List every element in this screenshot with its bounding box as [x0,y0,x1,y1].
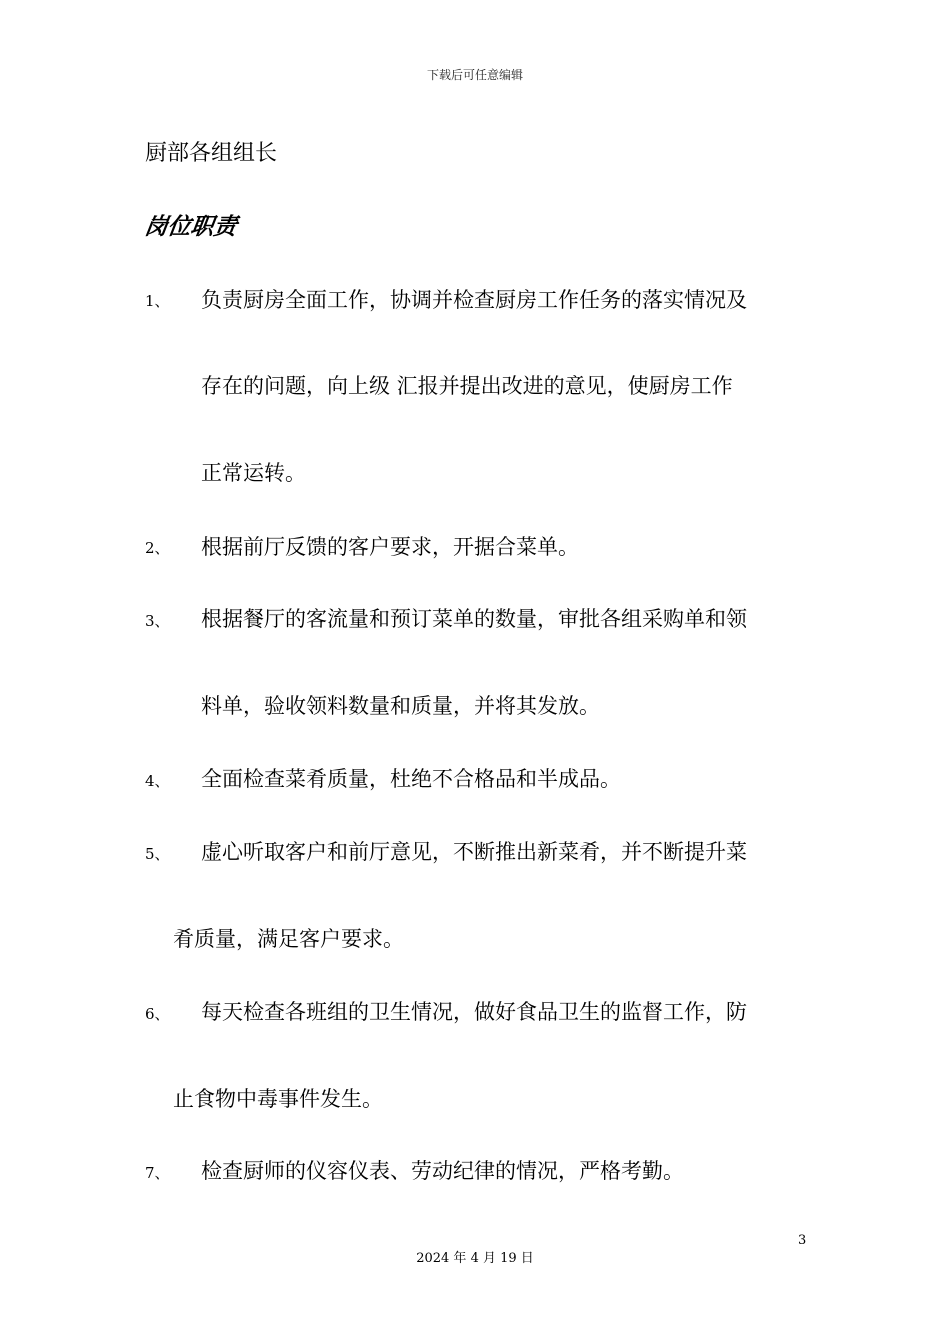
item-line: 根据餐厅的客流量和预订菜单的数量，审批各组采购单和领 [201,607,747,631]
item-line: 每天检查各班组的卫生情况，做好食品卫生的监督工作，防 [201,1000,747,1024]
item-line: 虚心听取客户和前厅意见，不断推出新菜肴，并不断提升菜 [201,840,747,864]
item-number: 1、 [145,292,170,310]
item-line: 负责厨房全面工作，协调并检查厨房工作任务的落实情况及 [201,288,747,312]
item-line: 止食物中毒事件发生。 [173,1087,383,1111]
item-number: 6、 [145,1005,170,1023]
item-number: 5、 [145,845,170,863]
item-line: 正常运转。 [201,461,306,485]
item-number: 7、 [145,1164,170,1182]
item-line: 根据前厅反馈的客户要求，开据合菜单。 [201,535,579,559]
document-title: 厨部各组组长 [145,141,278,166]
item-line: 存在的问题，向上级 汇报并提出改进的意见，使厨房工作 [201,374,733,398]
item-line: 料单，验收领料数量和质量，并将其发放。 [201,694,600,718]
item-number: 2、 [145,539,170,557]
item-line: 检查厨师的仪容仪表、劳动纪律的情况，严格考勤。 [201,1159,684,1183]
item-number: 3、 [145,612,170,630]
item-line: 全面检查菜肴质量，杜绝不合格品和半成品。 [201,767,621,791]
section-heading: 岗位职责 [142,214,239,240]
page-header: 下载后可任意编辑 [426,68,523,82]
item-line: 肴质量，满足客户要求。 [173,927,404,951]
page-number: 3 [798,1233,807,1248]
item-number: 4、 [145,772,170,790]
footer-date: 2024 年 4 月 19 日 [416,1251,534,1266]
